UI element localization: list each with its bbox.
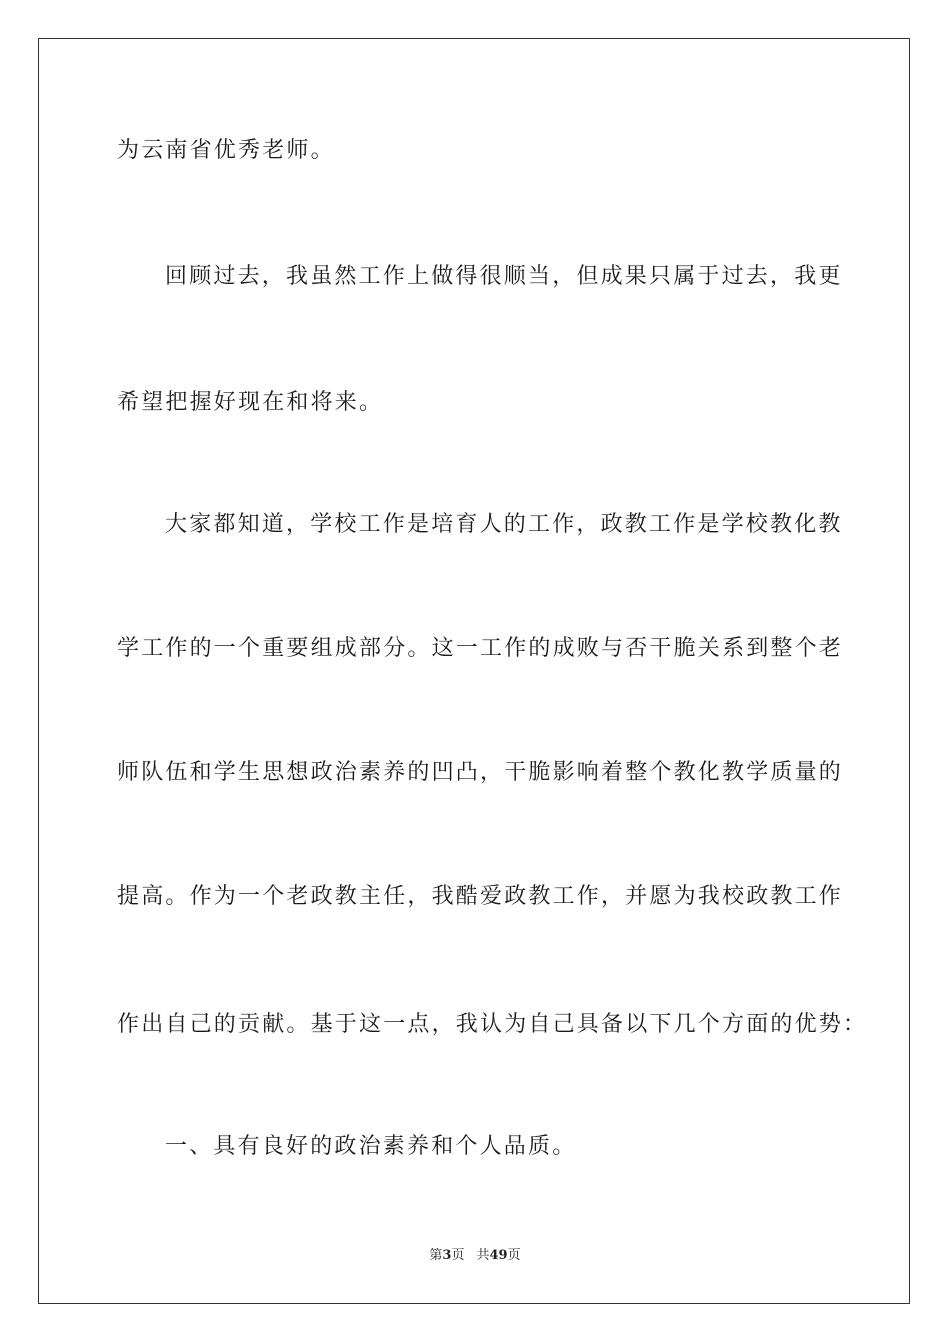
text-line: 师队伍和学生思想政治素养的凹凸，干脆影响着整个教化教学质量的 — [117, 760, 844, 785]
page-total: 49 — [489, 1248, 508, 1263]
total-prefix: 共 — [476, 1248, 490, 1263]
text-line: 希望把握好现在和将来。 — [117, 390, 384, 415]
page-frame — [38, 38, 910, 1304]
text-line: 学工作的一个重要组成部分。这一工作的成败与否干脆关系到整个老 — [117, 636, 844, 661]
page-unit: 页 — [451, 1248, 465, 1263]
page-prefix: 第 — [429, 1248, 443, 1263]
text-line: 提高。作为一个老政教主任，我酷爱政教工作，并愿为我校政教工作 — [117, 884, 844, 909]
text-line: 为云南省优秀老师。 — [117, 138, 335, 163]
paragraph-start-line: 回顾过去，我虽然工作上做得很顺当，但成果只属于过去，我更 — [165, 264, 843, 289]
section-heading: 一、具有良好的政治素养和个人品质。 — [165, 1134, 577, 1159]
page-number: 3 — [442, 1248, 452, 1263]
total-unit: 页 — [507, 1248, 521, 1263]
paragraph-start-line: 大家都知道，学校工作是培育人的工作，政教工作是学校教化教 — [165, 512, 843, 537]
page-footer — [0, 1246, 950, 1266]
text-line: 作出自己的贡献。基于这一点，我认为自己具备以下几个方面的优势： — [117, 1012, 868, 1037]
